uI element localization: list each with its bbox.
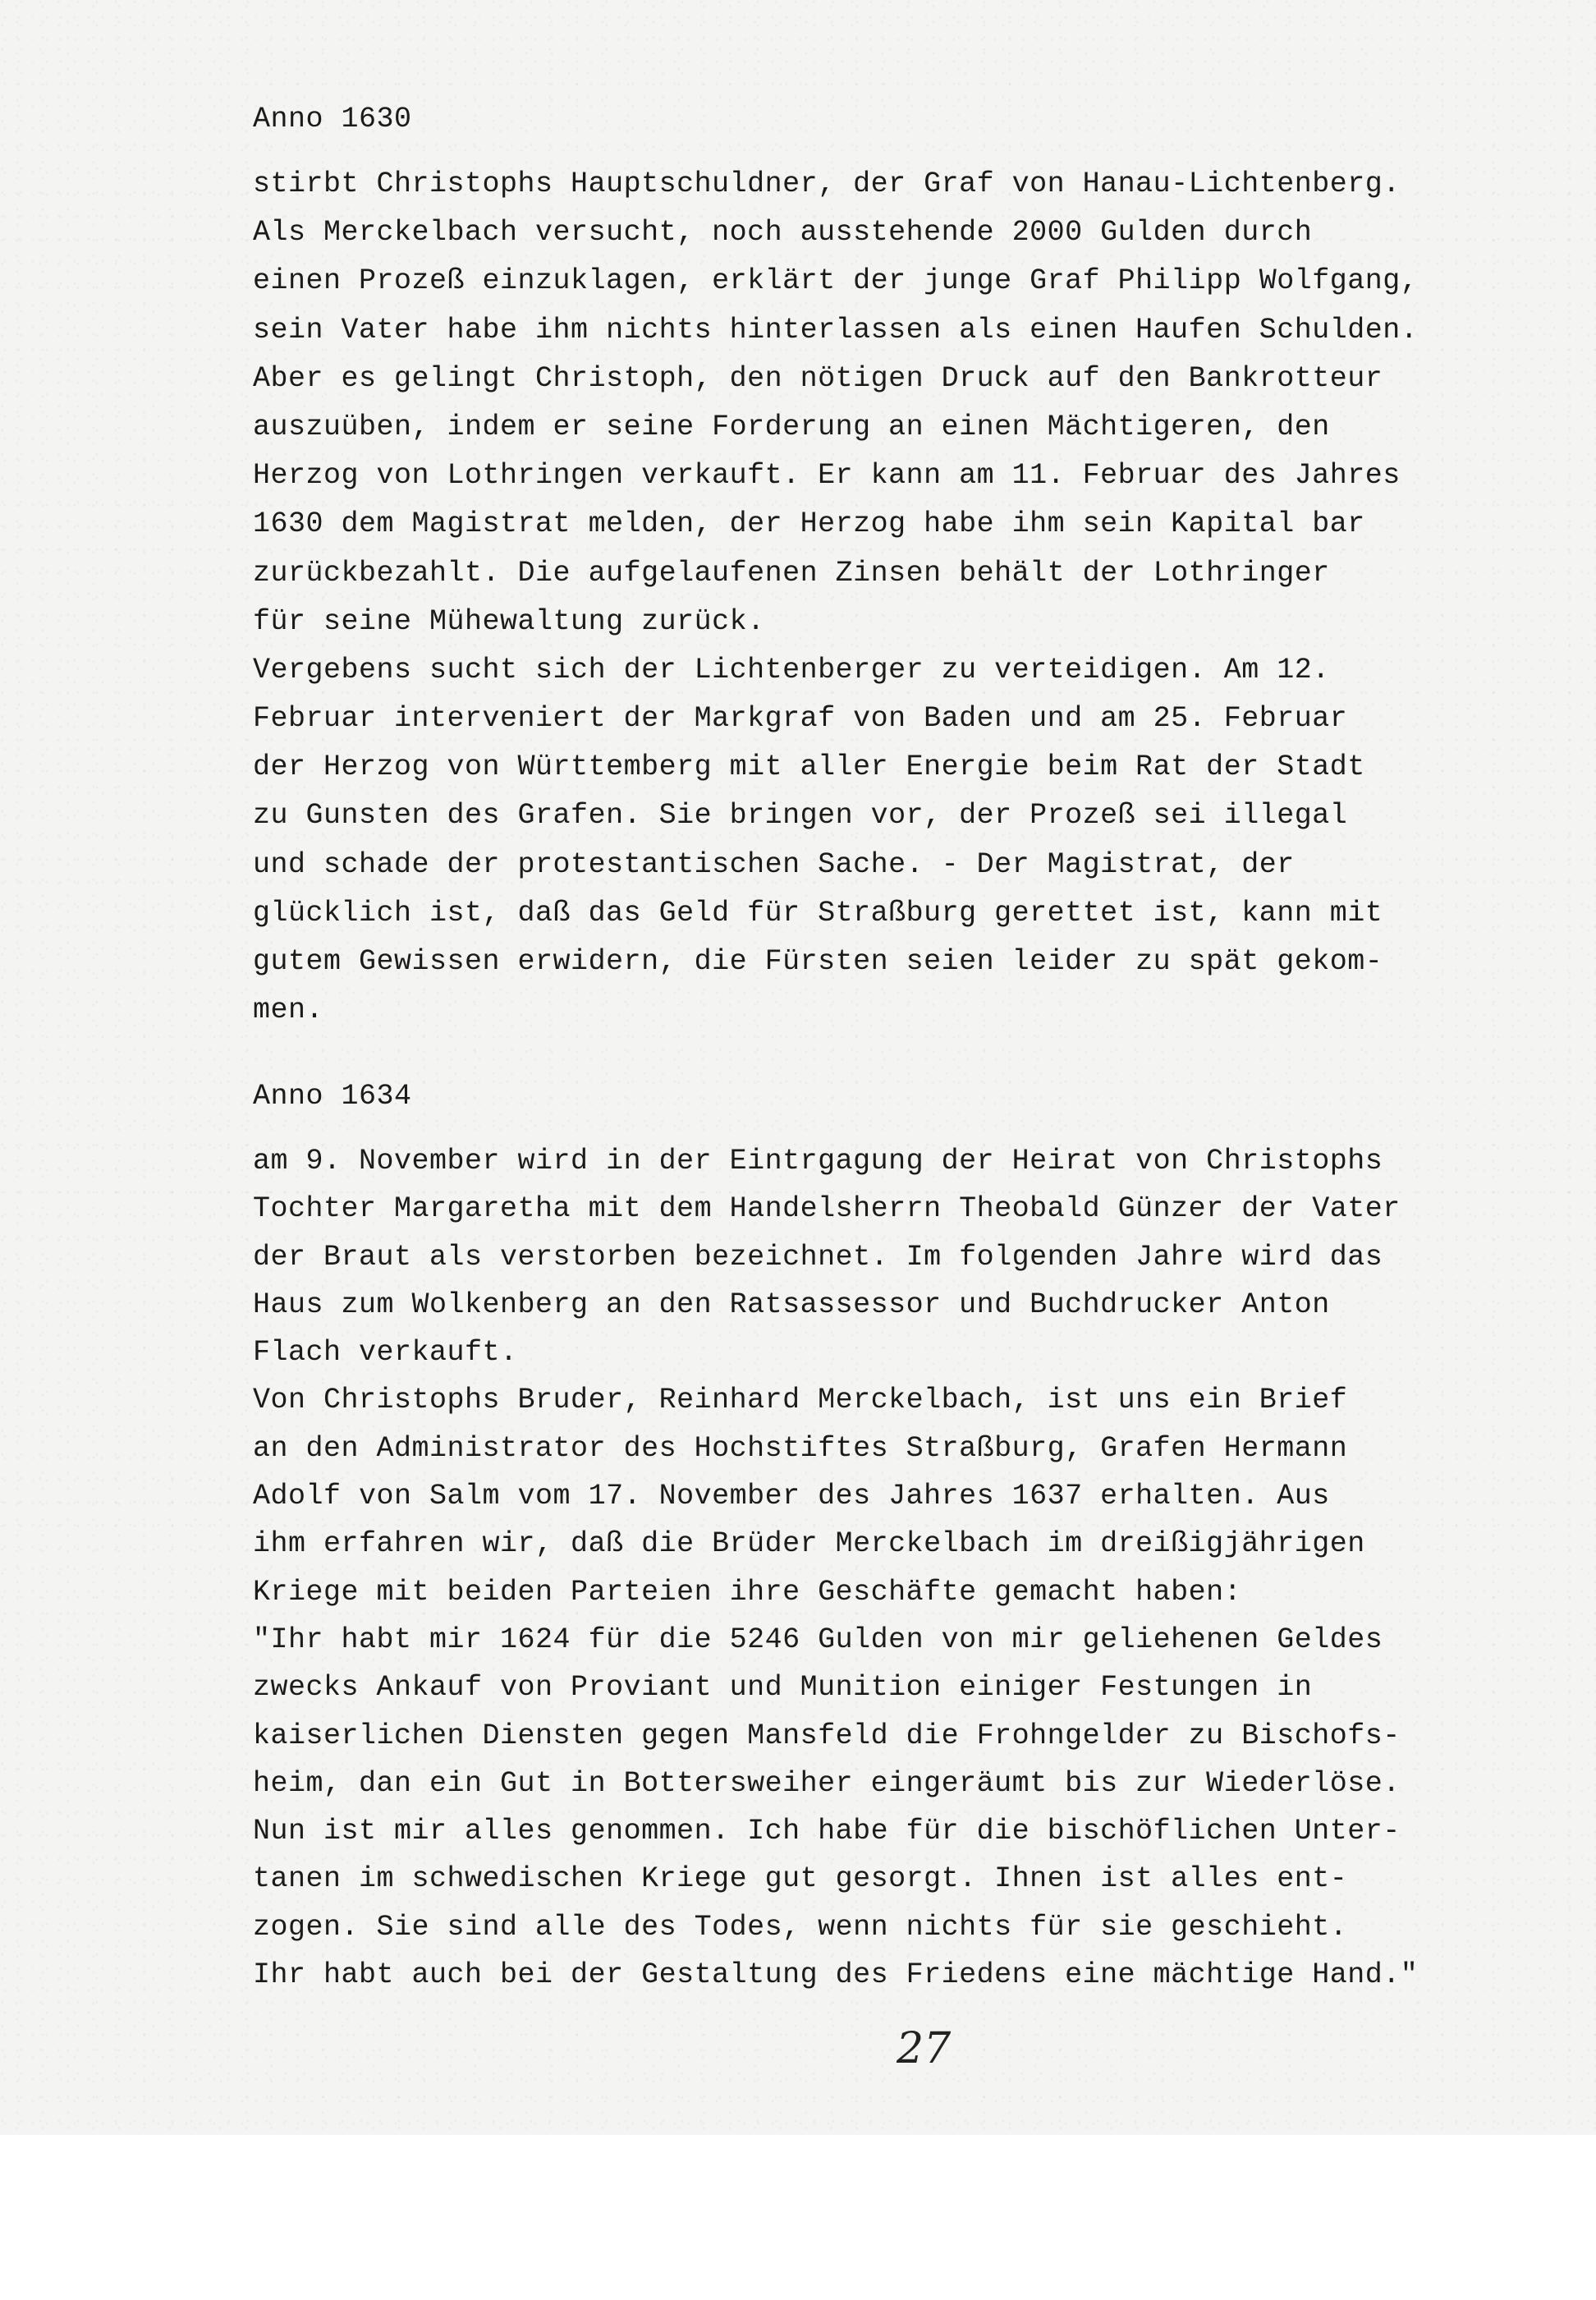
text-line: auszuüben, indem er seine Forderung an einen Mächtigeren, den	[253, 410, 1330, 443]
text-line: zogen. Sie sind alle des Todes, wenn nichts für sie geschieht.	[253, 1910, 1348, 1944]
text-line: kaiserlichen Diensten gegen Mansfeld die Frohngelder zu Bischofs-	[253, 1719, 1401, 1752]
text-line: "Ihr habt mir 1624 für die 5246 Gulden von mir geliehenen Geldes	[253, 1623, 1383, 1656]
text-line: heim, dan ein Gut in Bottersweiher eingeräumt bis zur Wiederlöse.	[253, 1766, 1401, 1800]
paragraph-block	[253, 1137, 1566, 1999]
text-line: sein Vater habe ihm nichts hinterlassen als einen Haufen Schulden.	[253, 313, 1419, 347]
text-line: an den Administrator des Hochstiftes Straßburg, Grafen Hermann	[253, 1431, 1348, 1465]
text-line: Nun ist mir alles genommen. Ich habe für die bischöflichen Unter-	[253, 1815, 1401, 1848]
text-line: ihm erfahren wir, daß die Brüder Merckelbach im dreißigjährigen	[253, 1527, 1365, 1561]
text-line: für seine Mühewaltung zurück.	[253, 604, 765, 638]
text-line: Herzog von Lothringen verkauft. Er kann am 11. Februar des Jahres	[253, 459, 1401, 493]
text-line: zwecks Ankauf von Proviant und Munition einiger Festungen in	[253, 1671, 1313, 1705]
text-line: zu Gunsten des Grafen. Sie bringen vor, der Prozeß sei illegal	[253, 799, 1348, 833]
section-heading: Anno 1630	[253, 103, 412, 135]
text-line: der Herzog von Württemberg mit aller Energie beim Rat der Stadt	[253, 751, 1365, 784]
text-line: men.	[253, 994, 324, 1027]
text-line: glücklich ist, daß das Geld für Straßburg gerettet ist, kann mit	[253, 896, 1383, 930]
text-line: Ihr habt auch bei der Gestaltung des Friedens eine mächtige Hand."	[253, 1958, 1419, 1992]
paragraph-block	[253, 160, 1566, 1035]
text-line: zurückbezahlt. Die aufgelaufenen Zinsen behält der Lothringer	[253, 556, 1330, 590]
text-line: gutem Gewissen erwidern, die Fürsten seien leider zu spät gekom-	[253, 945, 1383, 978]
text-line: Tochter Margaretha mit dem Handelsherrn Theobald Günzer der Vater	[253, 1192, 1401, 1226]
text-line: Aber es gelingt Christoph, den nötigen Druck auf den Bankrotteur	[253, 361, 1383, 395]
text-line: stirbt Christophs Hauptschuldner, der Graf von Hanau-Lichtenberg.	[253, 168, 1401, 200]
text-line: Flach verkauft.	[253, 1336, 518, 1370]
text-line: Von Christophs Bruder, Reinhard Merckelbach, ist uns ein Brief	[253, 1384, 1348, 1417]
text-line: einen Prozeß einzuklagen, erklärt der junge Graf Philipp Wolfgang,	[253, 264, 1419, 298]
text-line: Februar interveniert der Markgraf von Baden und am 25. Februar	[253, 702, 1348, 736]
text-line: tanen im schwedischen Kriege gut gesorgt. Ihnen ist alles ent-	[253, 1862, 1348, 1896]
text-line: 1630 dem Magistrat melden, der Herzog habe ihm sein Kapital bar	[253, 507, 1365, 541]
text-line: und schade der protestantischen Sache. - Der Magistrat, der	[253, 847, 1295, 881]
text-line: Adolf von Salm vom 17. November des Jahres 1637 erhalten. Aus	[253, 1480, 1330, 1513]
text-line: Als Merckelbach versucht, noch ausstehende 2000 Gulden durch	[253, 216, 1313, 250]
text-line: Vergebens sucht sich der Lichtenberger zu verteidigen. Am 12.	[253, 653, 1330, 686]
text-line: der Braut als verstorben bezeichnet. Im folgenden Jahre wird das	[253, 1240, 1383, 1274]
section-heading: Anno 1634	[253, 1080, 412, 1113]
page-number: 27	[897, 2024, 952, 2073]
text-line: Haus zum Wolkenberg an den Ratsassessor und Buchdrucker Anton	[253, 1288, 1330, 1321]
text-line: am 9. November wird in der Eintrgagung der Heirat von Christophs	[253, 1145, 1383, 1178]
text-line: Kriege mit beiden Parteien ihre Geschäfte gemacht haben:	[253, 1575, 1242, 1609]
